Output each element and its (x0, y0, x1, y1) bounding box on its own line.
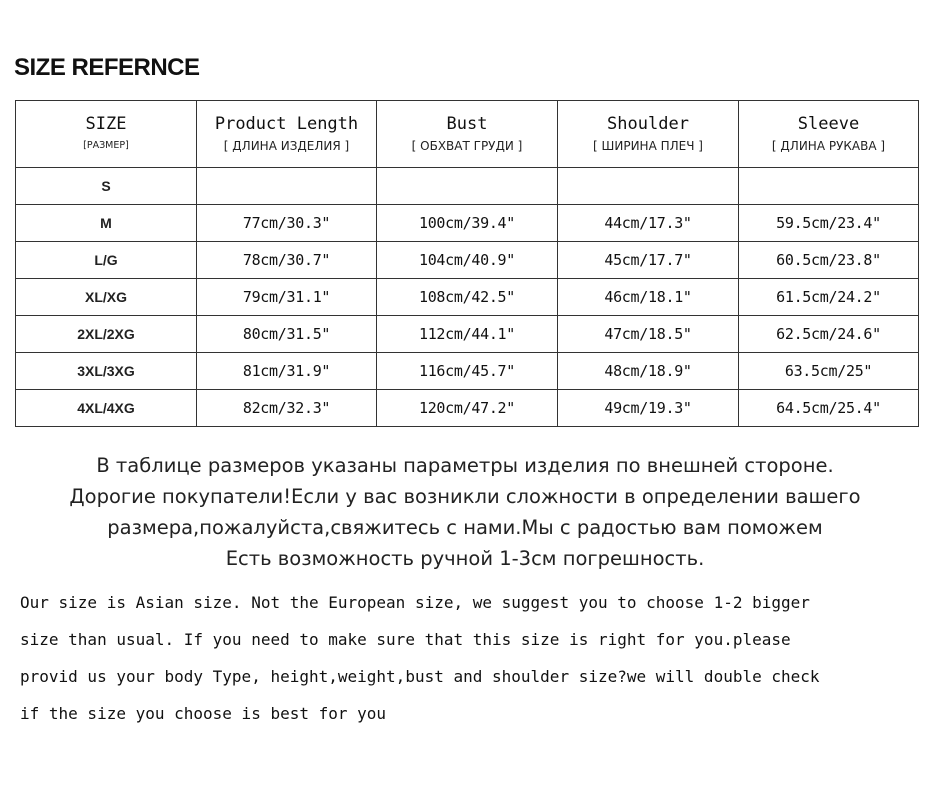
header-bust-label: Bust (446, 114, 488, 134)
size-cell: XL/XG (16, 279, 197, 316)
product-length-cell: 78cm/30.7" (197, 242, 377, 279)
bust-cell: 112cm/44.1" (377, 316, 558, 353)
table-row (16, 242, 919, 279)
header-product-length-label: Product Length (214, 114, 359, 134)
english-note-line: provid us your body Type, height,weight,bust and shoulder size?we will double check (20, 667, 820, 686)
shoulder-cell: 46cm/18.1" (558, 279, 739, 316)
english-note-line: Our size is Asian size. Not the European size, we suggest you to choose 1-2 bigger (20, 593, 810, 612)
bust-cell: 104cm/40.9" (377, 242, 558, 279)
header-sleeve (739, 101, 919, 168)
header-shoulder (558, 101, 739, 168)
header-product-length-sublabel: [ ДЛИНА ИЗДЕЛИЯ ] (223, 139, 350, 153)
header-product-length (197, 101, 377, 168)
sleeve-cell (739, 168, 919, 205)
table-row (16, 168, 919, 205)
sleeve-cell: 64.5cm/25.4" (739, 390, 919, 427)
bust-cell (377, 168, 558, 205)
bust-cell: 100cm/39.4" (377, 205, 558, 242)
header-sleeve-sublabel: [ ДЛИНА РУКАВА ] (771, 139, 886, 153)
sleeve-cell: 62.5cm/24.6" (739, 316, 919, 353)
table-header-row (16, 101, 919, 168)
shoulder-cell (558, 168, 739, 205)
table-row (16, 353, 919, 390)
russian-notes (0, 450, 930, 574)
sleeve-cell: 61.5cm/24.2" (739, 279, 919, 316)
shoulder-cell: 49cm/19.3" (558, 390, 739, 427)
page-title: SIZE REFERNCE (14, 54, 200, 81)
sleeve-cell: 63.5cm/25" (739, 353, 919, 390)
bust-cell: 108cm/42.5" (377, 279, 558, 316)
size-cell: 4XL/4XG (16, 390, 197, 427)
russian-note-line: размера,пожалуйста,свяжитесь с нами.Мы с радостью вам поможем (107, 516, 823, 539)
header-sleeve-label: Sleeve (797, 114, 860, 134)
bust-cell: 116cm/45.7" (377, 353, 558, 390)
table-row (16, 316, 919, 353)
table-row (16, 279, 919, 316)
table-row (16, 390, 919, 427)
shoulder-cell: 45cm/17.7" (558, 242, 739, 279)
product-length-cell (197, 168, 377, 205)
header-size (16, 101, 197, 168)
size-cell: S (16, 168, 197, 205)
size-cell: L/G (16, 242, 197, 279)
russian-note-line: В таблице размеров указаны параметры изделия по внешней стороне. (96, 454, 834, 477)
shoulder-cell: 44cm/17.3" (558, 205, 739, 242)
header-bust (377, 101, 558, 168)
product-length-cell: 81cm/31.9" (197, 353, 377, 390)
size-chart-table (15, 100, 919, 427)
russian-note-line: Дорогие покупатели!Если у вас возникли сложности в определении вашего (69, 485, 861, 508)
table-row (16, 205, 919, 242)
shoulder-cell: 47cm/18.5" (558, 316, 739, 353)
size-cell: M (16, 205, 197, 242)
russian-note-line: Есть возможность ручной 1-3см погрешность. (225, 547, 705, 570)
product-length-cell: 82cm/32.3" (197, 390, 377, 427)
english-note-line: size than usual. If you need to make sure that this size is right for you.please (20, 630, 791, 649)
english-notes (20, 584, 920, 732)
header-shoulder-sublabel: [ ШИРИНА ПЛЕЧ ] (593, 139, 703, 153)
header-shoulder-label: Shoulder (607, 114, 689, 134)
header-size-label: SIZE (85, 114, 127, 134)
sleeve-cell: 60.5cm/23.8" (739, 242, 919, 279)
header-bust-sublabel: [ ОБХВАТ ГРУДИ ] (411, 139, 523, 153)
shoulder-cell: 48cm/18.9" (558, 353, 739, 390)
product-length-cell: 79cm/31.1" (197, 279, 377, 316)
sleeve-cell: 59.5cm/23.4" (739, 205, 919, 242)
size-cell: 3XL/3XG (16, 353, 197, 390)
bust-cell: 120cm/47.2" (377, 390, 558, 427)
size-cell: 2XL/2XG (16, 316, 197, 353)
header-size-sublabel: [РАЗМЕР] (83, 140, 129, 151)
product-length-cell: 80cm/31.5" (197, 316, 377, 353)
english-note-line: if the size you choose is best for you (20, 704, 387, 723)
product-length-cell: 77cm/30.3" (197, 205, 377, 242)
